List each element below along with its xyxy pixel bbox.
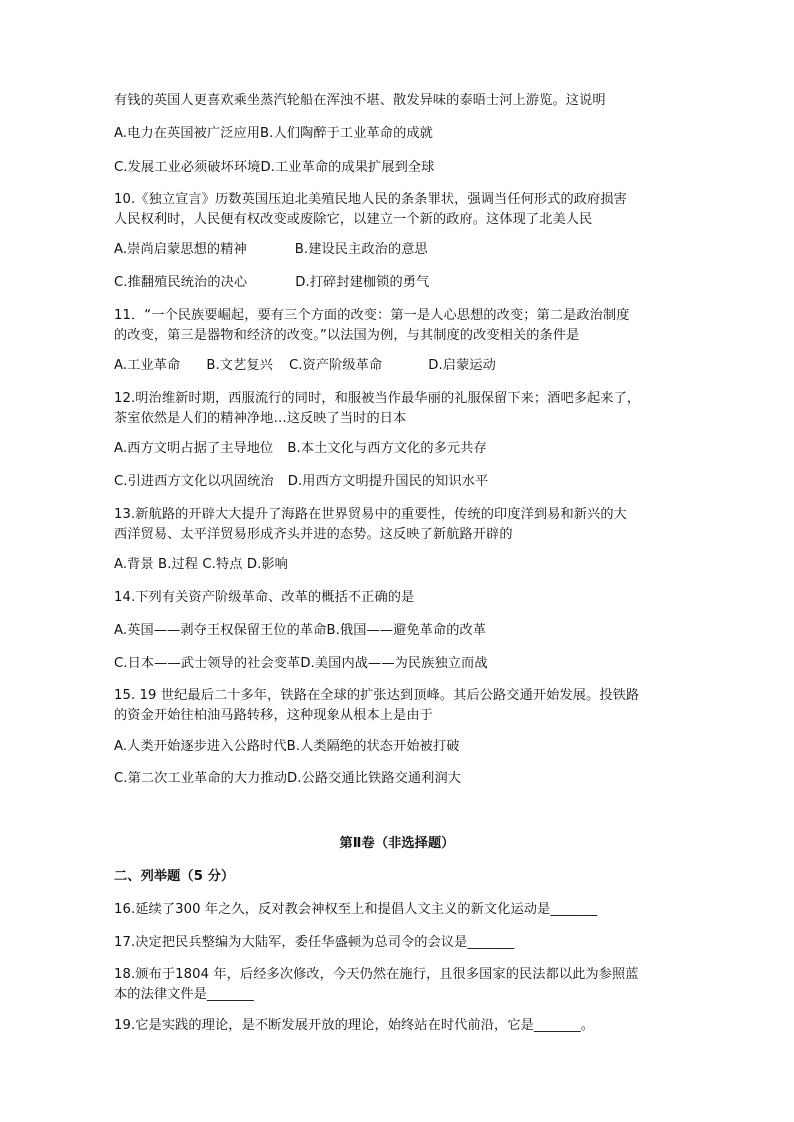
question-18-line1: 18.颁布于1804 年，后经多次修改，今天仍然在施行，且很多国家的民法都以此为参照蓝	[114, 967, 639, 982]
option-c: C.推翻殖民统治的决心	[114, 275, 248, 290]
question-13-stem-line1: 13.新航路的开辟大大提升了海路在世界贸易中的重要性，传统的印度洋到易和新兴的大	[114, 507, 627, 522]
question-14-stem: 14.下列有关资产阶级革命、改革的概括不正确的是	[114, 590, 415, 605]
option-a: A.西方文明占据了主导地位	[114, 441, 274, 456]
question-11-stem-line1: 11．“一个民族要崛起，要有三个方面的改变：第一是人心思想的改变；第二是政治制度	[114, 308, 630, 323]
question-17: 17.决定把民兵整编为大陆军，委任华盛顿为总司令的会议是_______	[114, 935, 515, 950]
question-15-options-ab: A.人类开始逐步进入公路时代B.人类隔绝的状态开始被打破	[114, 739, 460, 754]
part-2-heading: 二、列举题（5 分）	[114, 869, 235, 884]
question-18-line2: 本的法律文件是_______	[114, 987, 254, 1002]
question-13-stem-line2: 西洋贸易、太平洋贸易形成齐头并进的态势。这反映了新航路开辟的	[114, 527, 513, 542]
question-10-stem-line1: 10.《独立宣言》历数英国压迫北美殖民地人民的条条罪状，强调当任何形式的政府损害	[114, 192, 627, 207]
question-12-options-cd	[114, 472, 694, 492]
section-2-title: 第Ⅱ卷（非选择题）	[339, 836, 455, 851]
question-9-options-cd: C.发展工业必须破坏环境D.工业革命的成果扩展到全球	[114, 160, 435, 175]
question-10-options-cd	[114, 273, 694, 293]
option-a: A.工业革命	[114, 358, 181, 373]
option-d: D.打碎封建枷锁的勇气	[295, 275, 430, 290]
option-c: C.引进西方文化以巩固统治	[114, 474, 274, 489]
question-9-options-ab: A.电力在英国被广泛应用B.人们陶醉于工业革命的成就	[114, 126, 433, 141]
question-12-stem-line2: 茶室依然是人们的精神净地…这反映了当时的日本	[114, 411, 407, 426]
question-9-stem: 有钱的英国人更喜欢乘坐蒸汽轮船在浑浊不堪、散发异味的泰晤士河上游览。这说明	[114, 93, 606, 108]
option-d: D.用西方文明提升国民的知识水平	[287, 474, 489, 489]
option-b: B.建设民主政治的意思	[294, 242, 428, 257]
option-c: C.资产阶级革命	[288, 358, 383, 373]
option-b: B.本土文化与西方文化的多元共存	[287, 441, 487, 456]
question-14-options-cd: C.日本——武士领导的社会变革D.美国内战——为民族独立而战	[114, 656, 488, 671]
question-12-stem-line1: 12.明治维新时期，西服流行的同时，和服被当作最华丽的礼服保留下来；酒吧多起来了，	[114, 391, 641, 406]
question-15-stem-line1: 15. 19 世纪最后二十多年，铁路在全球的扩张达到顶峰。其后公路交通开始发展。投铁路	[114, 688, 640, 703]
question-15-options-cd: C.第二次工业革命的大力推动D.公路交通比铁路交通利润大	[114, 771, 462, 786]
question-10-options-ab	[114, 240, 694, 260]
question-11-stem-line2: 的改变，第三是器物和经济的改变。”以法国为例，与其制度的改变相关的条件是	[114, 328, 580, 343]
question-10-stem-line2: 人民权利时，人民便有权改变或废除它，以建立一个新的政府。这体现了北美人民	[114, 212, 593, 227]
question-12-options-ab	[114, 439, 694, 459]
question-16: 16.延续了300 年之久，反对教会神权至上和提倡人文主义的新文化运动是_______	[114, 902, 598, 917]
option-a: A.崇尚启蒙思想的精神	[114, 242, 247, 257]
question-15-stem-line2: 的资金开始往柏油马路转移，这种现象从根本上是由于	[114, 708, 433, 723]
question-11-options	[114, 356, 694, 376]
option-b: B.文艺复兴	[206, 358, 273, 373]
question-13-options: A.背景 B.过程 C.特点 D.影响	[114, 557, 288, 572]
option-d: D.启蒙运动	[428, 358, 496, 373]
question-19: 19.它是实践的理论，是不断发展开放的理论，始终站在时代前沿，它是_______。	[114, 1018, 595, 1033]
question-14-options-ab: A.英国——剥夺王权保留王位的革命B.俄国——避免革命的改革	[114, 623, 487, 638]
